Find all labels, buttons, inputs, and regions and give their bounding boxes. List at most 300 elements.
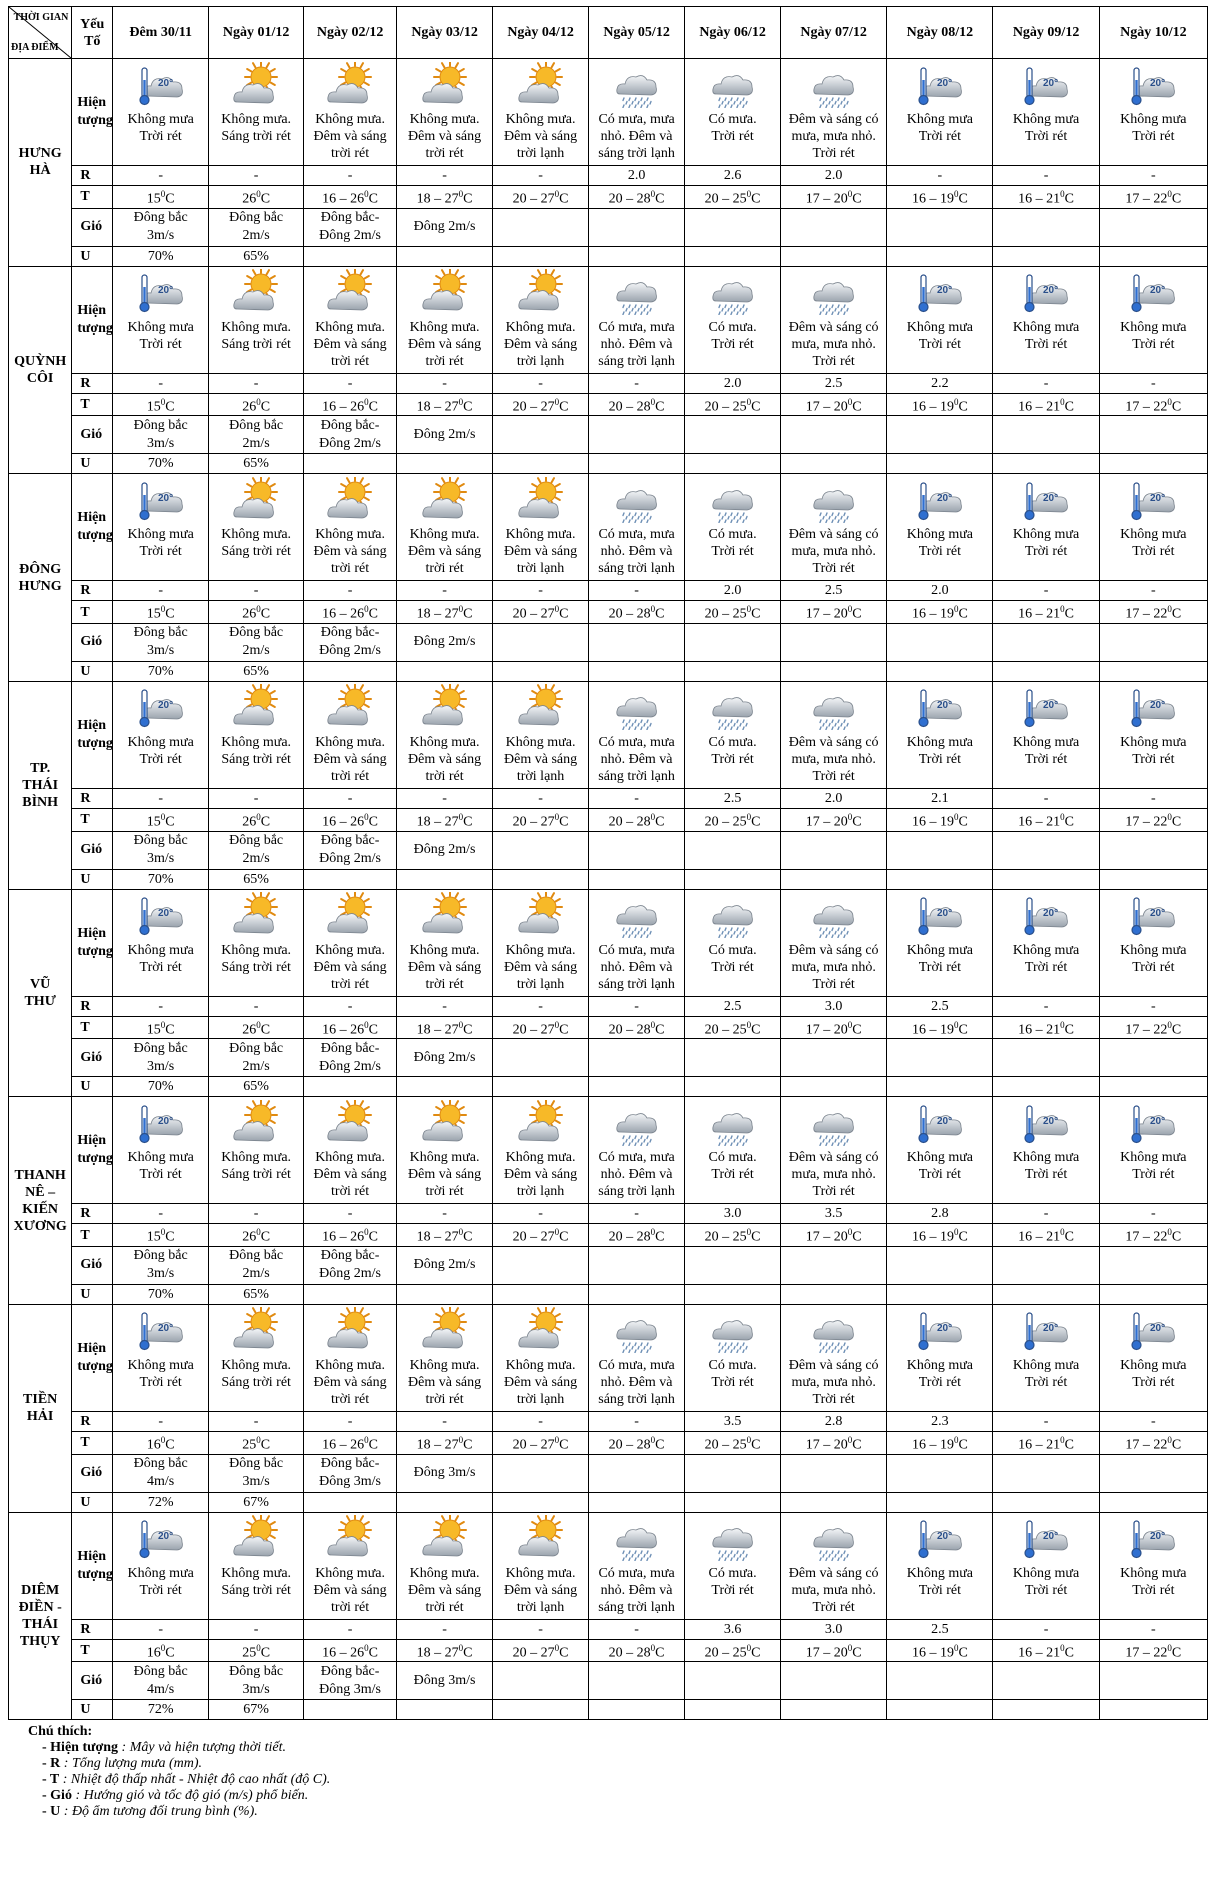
wind-cell [113, 208, 209, 246]
humidity-cell [493, 1284, 589, 1304]
wind-line: Đông bắc [229, 417, 284, 433]
wind-cell [993, 623, 1099, 661]
wind-cell [493, 1454, 589, 1492]
thermometer-cloud-icon [915, 892, 965, 938]
phenomenon-cell [493, 110, 589, 166]
temperature-cell [1099, 393, 1207, 416]
rain-cell: - [397, 1619, 493, 1639]
rain-cell: - [993, 581, 1099, 601]
wind-line: Đông bắc [133, 210, 188, 226]
rain-cell: - [589, 788, 685, 808]
temperature-unit: C [958, 1229, 968, 1245]
phenomenon-line: mưa, mưa nhỏ. [791, 1167, 876, 1183]
thermometer-cloud-icon [136, 892, 186, 938]
rain-cell: 2.0 [887, 581, 993, 601]
rain-cell: - [397, 788, 493, 808]
legend-item [28, 1740, 1208, 1756]
phenomenon-line: Trời rét [139, 336, 182, 352]
legend-title: Chú thích: [28, 1724, 93, 1740]
phenomenon-line: Không mưa [906, 1150, 974, 1166]
legend-item [28, 1756, 1208, 1772]
rain-cell: 2.8 [781, 1411, 887, 1431]
phenomenon-cell [887, 110, 993, 166]
location-name [9, 474, 72, 682]
temperature-cell [685, 1224, 781, 1247]
corner-cell [9, 7, 72, 59]
humidity-cell [397, 1492, 493, 1512]
temperature-value: 20 – 28 [608, 399, 651, 415]
temperature-unit: C [463, 191, 473, 207]
weather-icon-cell [589, 1097, 685, 1149]
phenomenon-cell [397, 1356, 493, 1412]
phenomenon-line: Trời rét [1024, 544, 1068, 560]
phenomenon-line: Không mưa [1012, 1565, 1080, 1581]
degree-mark: 0 [364, 1019, 369, 1030]
humidity-cell [993, 246, 1099, 266]
degree-mark: 0 [1167, 1227, 1172, 1238]
temperature-cell [209, 1224, 304, 1247]
wind-cell [589, 416, 685, 454]
legend-key: - R [42, 1756, 61, 1772]
temperature-cell [397, 1016, 493, 1039]
humidity-cell [781, 1700, 887, 1720]
temperature-value: 17 – 22 [1125, 1229, 1168, 1245]
temperature-value: 26 [242, 399, 257, 415]
phenomenon-line: Trời rét [918, 336, 961, 352]
thermometer-cloud-icon [1021, 1100, 1071, 1146]
svg-text:20°: 20° [1043, 492, 1059, 504]
temperature-row [9, 1224, 1208, 1247]
phenomenon-line: sáng trời lạnh [598, 768, 675, 784]
humidity-cell: 70% [113, 1077, 209, 1097]
wind-line: 2m/s [242, 643, 270, 659]
wind-line: 3m/s [147, 643, 175, 659]
phenomenon-line: Đêm và sáng [504, 544, 578, 560]
rain-cell: - [397, 1411, 493, 1431]
svg-text:20°: 20° [1043, 285, 1059, 297]
thermometer-cloud-icon [915, 62, 965, 108]
temperature-cell [887, 1224, 993, 1247]
temperature-cell [113, 1431, 209, 1454]
temperature-value: 16 – 21 [1018, 1645, 1061, 1661]
temperature-unit: C [1171, 191, 1182, 207]
wind-line: Đông 2m/s [413, 1049, 476, 1065]
phenomenon-line: Không mưa. [505, 1565, 576, 1581]
rain-cell: - [113, 788, 209, 808]
weather-icon-cell [887, 1097, 993, 1149]
weather-icon-cell [209, 266, 304, 318]
weather-icon-cell [993, 1512, 1099, 1564]
temperature-value: 20 – 28 [608, 191, 651, 207]
wind-cell [397, 1662, 493, 1700]
svg-text:20°: 20° [1150, 1531, 1166, 1543]
rain-cell: - [589, 373, 685, 393]
wind-cell [887, 1246, 993, 1284]
phenomenon-line: Không mưa [127, 1357, 194, 1373]
wind-cell [493, 623, 589, 661]
degree-mark: 0 [458, 1227, 464, 1238]
phenomenon-cell [304, 1356, 397, 1412]
legend-desc: : Nhiệt độ thấp nhất - Nhiệt độ cao nhất (độ C). [62, 1772, 331, 1788]
temperature-unit: C [260, 191, 271, 207]
phenomenon-line: Trời rét [1024, 1167, 1068, 1183]
humidity-cell [589, 1492, 685, 1512]
temperature-cell [493, 1016, 589, 1039]
svg-text:20°: 20° [936, 77, 952, 89]
temperature-value: 16 – 21 [1018, 1022, 1061, 1038]
rain-cloud-icon [708, 1515, 758, 1561]
rain-cell: - [493, 1204, 589, 1224]
wind-cell [113, 1039, 209, 1077]
sun-cloud-icon [420, 1515, 470, 1561]
phenomenon-cell [781, 1564, 887, 1620]
temperature-value: 16 – 19 [911, 1437, 954, 1453]
humidity-cell [781, 869, 887, 889]
degree-mark: 0 [364, 189, 369, 199]
wind-cell [887, 416, 993, 454]
rain-cell: 2.0 [781, 166, 887, 186]
location-name-line: THỤY [19, 1633, 61, 1649]
phenomenon-line: Không mưa. [221, 1357, 292, 1373]
degree-mark: 0 [364, 1642, 369, 1653]
phenomenon-line: Có mưa. [708, 527, 757, 543]
wind-line: Đông 2m/s [319, 1266, 382, 1282]
wind-cell [685, 416, 781, 454]
wind-line: 4m/s [147, 1681, 175, 1697]
rain-cell: - [113, 166, 209, 186]
factor-header-line: Yếu [80, 16, 105, 32]
phenomenon-cell [397, 1564, 493, 1620]
thermometer-cloud-icon [915, 1100, 965, 1146]
phenomenon-line: Trời rét [139, 129, 182, 144]
rain-cell: - [493, 1411, 589, 1431]
phenomenon-line: Không mưa [906, 527, 974, 543]
phenomenon-line: Không mưa [906, 734, 974, 750]
temperature-cell [397, 393, 493, 416]
phenomenon-row [9, 110, 1208, 166]
wind-line: Đông 3m/s [319, 1474, 382, 1490]
humidity-cell [781, 1284, 887, 1304]
rain-cell: - [1099, 1619, 1207, 1639]
phenomenon-line: Trời rét [1024, 959, 1068, 975]
temperature-cell [1099, 1016, 1207, 1039]
temperature-cell [993, 808, 1099, 831]
phenomenon-label-line: Hiện [77, 302, 107, 318]
humidity-cell [887, 661, 993, 681]
humidity-cell [993, 1077, 1099, 1097]
temperature-unit: C [559, 1022, 569, 1038]
temperature-value: 17 – 22 [1125, 1645, 1168, 1661]
temperature-value: 16 – 21 [1018, 399, 1061, 415]
weather-icon-cell [304, 889, 397, 941]
weather-icon-cell [1099, 474, 1207, 526]
humidity-cell [589, 1700, 685, 1720]
phenomenon-line: Đêm và sáng [313, 129, 387, 144]
temperature-value: 20 – 25 [704, 1645, 747, 1661]
phenomenon-line: trời rét [331, 353, 370, 369]
rain-row [9, 1411, 1208, 1431]
phenomenon-line: Đêm và sáng [313, 544, 387, 560]
phenomenon-line: trời rét [425, 976, 464, 992]
wind-line: Đông 2m/s [319, 435, 382, 451]
phenomenon-line: Không mưa. [505, 112, 576, 127]
temperature-row [9, 186, 1208, 209]
phenomenon-line: Đêm và sáng có [788, 734, 879, 750]
corner-place-label: ĐỊA ĐIỂM [11, 42, 59, 53]
phenomenon-line: Đêm và sáng [313, 1374, 387, 1390]
temperature-unit: C [559, 191, 569, 207]
day-header: Ngày 05/12 [589, 7, 685, 59]
temperature-cell [589, 1639, 685, 1662]
temperature-unit: C [559, 606, 569, 622]
weather-icon-cell [113, 889, 209, 941]
degree-mark: 0 [650, 189, 656, 199]
humidity-label: U [72, 454, 113, 474]
sun-cloud-icon [516, 892, 566, 938]
temperature-cell [1099, 1224, 1207, 1247]
weather-icon-cell [993, 266, 1099, 318]
weather-icon-cell [887, 889, 993, 941]
sun-cloud-icon [516, 269, 566, 315]
phenomenon-line: Đêm và sáng [408, 1582, 482, 1598]
degree-mark: 0 [650, 1019, 656, 1030]
temperature-value: 17 – 20 [805, 1022, 848, 1038]
phenomenon-line: trời rét [331, 976, 370, 992]
sun-cloud-icon [231, 892, 281, 938]
phenomenon-cell [993, 733, 1099, 789]
temperature-value: 16 – 19 [911, 191, 954, 207]
temperature-unit: C [368, 606, 379, 622]
wind-cell [993, 208, 1099, 246]
humidity-label: U [72, 246, 113, 266]
location-name-line: CÔI [26, 370, 54, 386]
degree-mark: 0 [1167, 1019, 1172, 1030]
phenomenon-line: Đêm và sáng [408, 544, 482, 560]
temperature-unit: C [368, 1022, 379, 1038]
temperature-cell [781, 393, 887, 416]
temperature-value: 16 – 19 [911, 1645, 954, 1661]
phenomenon-cell [113, 1564, 209, 1620]
weather-icon-cell [993, 59, 1099, 111]
temperature-value: 17 – 22 [1125, 399, 1168, 415]
degree-mark: 0 [256, 1227, 261, 1238]
rain-cell: - [113, 1619, 209, 1639]
rain-cell: - [1099, 996, 1207, 1016]
temperature-cell [887, 393, 993, 416]
temperature-cell [1099, 1431, 1207, 1454]
wind-cell [589, 1039, 685, 1077]
wind-cell [685, 1246, 781, 1284]
rain-cell: 2.6 [685, 166, 781, 186]
humidity-cell [304, 869, 397, 889]
phenomenon-line: Không mưa [1012, 942, 1080, 958]
phenomenon-cell [304, 941, 397, 997]
wind-row [9, 1662, 1208, 1700]
weather-icon-cell [1099, 1304, 1207, 1356]
degree-mark: 0 [1060, 604, 1065, 615]
temperature-unit: C [260, 1645, 271, 1661]
phenomenon-line: Trời rét [139, 1582, 182, 1598]
phenomenon-line: Trời rét [918, 1374, 961, 1390]
rain-cloud-icon [612, 684, 662, 730]
wind-cell [993, 1039, 1099, 1077]
temperature-unit: C [655, 1229, 665, 1245]
sun-cloud-icon [325, 892, 375, 938]
phenomenon-cell [781, 941, 887, 997]
degree-mark: 0 [746, 811, 752, 822]
location-name [9, 59, 72, 267]
temperature-value: 16 – 19 [911, 606, 954, 622]
weather-icon-cell [781, 889, 887, 941]
temperature-unit: C [559, 1645, 569, 1661]
phenomenon-cell [209, 318, 304, 374]
temperature-value: 20 – 25 [704, 399, 747, 415]
degree-mark: 0 [458, 1642, 464, 1653]
phenomenon-cell [397, 318, 493, 374]
wind-line: Đông 3m/s [319, 1681, 382, 1697]
phenomenon-line: Không mưa. [409, 1150, 480, 1166]
wind-cell [781, 1662, 887, 1700]
humidity-cell [397, 1284, 493, 1304]
humidity-cell: 70% [113, 454, 209, 474]
humidity-cell [493, 1492, 589, 1512]
humidity-cell: 72% [113, 1700, 209, 1720]
thermometer-cloud-icon [1021, 269, 1071, 315]
phenomenon-line: Trời rét [918, 959, 961, 975]
icon-row [9, 889, 1208, 941]
degree-mark: 0 [1060, 811, 1065, 822]
thermometer-cloud-icon [1128, 892, 1178, 938]
humidity-cell [887, 1077, 993, 1097]
temperature-unit: C [1064, 1229, 1074, 1245]
temperature-unit: C [958, 1645, 968, 1661]
weather-icon-cell [781, 59, 887, 111]
temperature-value: 17 – 20 [805, 1229, 848, 1245]
phenomenon-cell [397, 1148, 493, 1204]
rain-cell: - [1099, 166, 1207, 186]
svg-text:20°: 20° [157, 1115, 173, 1127]
rain-cell: - [304, 1619, 397, 1639]
degree-mark: 0 [847, 396, 853, 407]
humidity-cell [397, 661, 493, 681]
legend-key: - U [42, 1804, 61, 1820]
degree-mark: 0 [953, 811, 959, 822]
weather-icon-cell [113, 1512, 209, 1564]
sun-cloud-icon [325, 62, 375, 108]
temperature-cell [685, 601, 781, 624]
temperature-cell [493, 1224, 589, 1247]
svg-text:20°: 20° [157, 1531, 173, 1543]
temperature-value: 20 – 28 [608, 814, 651, 830]
phenomenon-line: nhỏ. Đêm và [600, 1582, 673, 1598]
phenomenon-line: Sáng trời rét [221, 1167, 291, 1183]
temperature-cell [209, 393, 304, 416]
thermometer-cloud-icon [136, 684, 186, 730]
rain-row [9, 166, 1208, 186]
phenomenon-line: sáng trời lạnh [598, 146, 675, 161]
phenomenon-line: Đêm và sáng [504, 1582, 578, 1598]
temperature-unit: C [1171, 1229, 1182, 1245]
phenomenon-line: Đêm và sáng [313, 959, 387, 975]
location-name-line: THÁI [22, 1616, 59, 1632]
phenomenon-line: trời rét [425, 1184, 464, 1200]
temperature-unit: C [1171, 1022, 1182, 1038]
temperature-cell [304, 186, 397, 209]
phenomenon-cell [993, 525, 1099, 581]
svg-text:20°: 20° [936, 1323, 952, 1335]
svg-text:20°: 20° [1150, 1323, 1166, 1335]
wind-line: Đông bắc [229, 833, 284, 849]
phenomenon-label-line: tượng [77, 1566, 113, 1582]
rain-cell: - [397, 1204, 493, 1224]
weather-icon-cell [887, 59, 993, 111]
icon-row [9, 266, 1208, 318]
temperature-value: 16 – 26 [322, 814, 365, 830]
wind-cell [397, 1454, 493, 1492]
phenomenon-line: Trời rét [918, 1582, 961, 1598]
phenomenon-line: mưa, mưa nhỏ. [791, 1374, 876, 1390]
phenomenon-cell [304, 1564, 397, 1620]
temperature-cell [993, 601, 1099, 624]
phenomenon-line: trời rét [425, 561, 464, 577]
wind-label: Gió [72, 1246, 113, 1284]
weather-icon-cell [209, 1512, 304, 1564]
weather-icon-cell [397, 59, 493, 111]
phenomenon-line: Không mưa. [409, 319, 480, 335]
phenomenon-cell [589, 941, 685, 997]
phenomenon-cell [1099, 318, 1207, 374]
wind-cell [304, 623, 397, 661]
rain-cell: - [993, 166, 1099, 186]
phenomenon-cell [209, 525, 304, 581]
humidity-cell [589, 454, 685, 474]
phenomenon-cell [493, 318, 589, 374]
temperature-unit: C [1064, 399, 1074, 415]
humidity-cell [993, 1284, 1099, 1304]
rain-cell: - [304, 788, 397, 808]
sun-cloud-icon [325, 1100, 375, 1146]
sun-cloud-icon [420, 477, 470, 523]
rain-cell: - [209, 166, 304, 186]
temperature-unit: C [751, 606, 761, 622]
temperature-cell [493, 393, 589, 416]
legend-key: - T [42, 1772, 60, 1788]
wind-cell [887, 1662, 993, 1700]
wind-line: 2m/s [242, 1058, 270, 1074]
phenomenon-cell [887, 318, 993, 374]
humidity-cell: 67% [209, 1700, 304, 1720]
degree-mark: 0 [1167, 189, 1172, 199]
wind-line: 3m/s [242, 1681, 270, 1697]
temperature-value: 16 – 26 [322, 1229, 365, 1245]
phenomenon-line: Không mưa. [505, 1357, 576, 1373]
humidity-cell [993, 454, 1099, 474]
thermometer-cloud-icon [1128, 62, 1178, 108]
svg-text:20°: 20° [157, 285, 173, 297]
rain-label: R [72, 1204, 113, 1224]
wind-cell [1099, 416, 1207, 454]
phenomenon-line: nhỏ. Đêm và [600, 751, 673, 767]
wind-cell [209, 623, 304, 661]
phenomenon-line: Không mưa. [315, 1357, 385, 1373]
rain-cell: - [993, 788, 1099, 808]
rain-label: R [72, 166, 113, 186]
rain-cell: - [1099, 1411, 1207, 1431]
humidity-cell [589, 1077, 685, 1097]
degree-mark: 0 [746, 604, 752, 615]
location-name [9, 681, 72, 889]
thermometer-cloud-icon [1021, 1307, 1071, 1353]
